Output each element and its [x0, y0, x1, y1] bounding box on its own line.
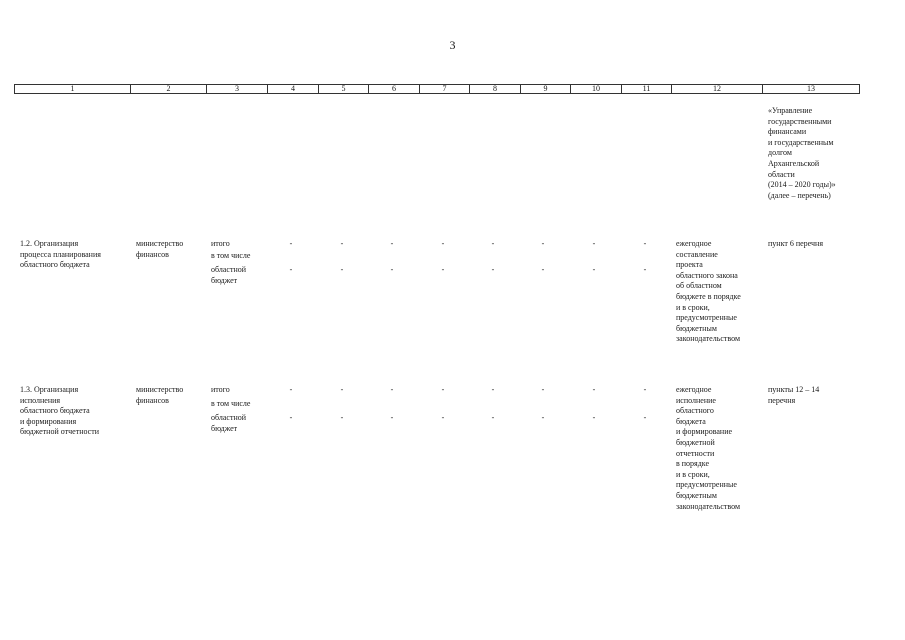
column-number: 12 — [671, 85, 762, 93]
activity-name: 1.3. Организация исполнения областного бюджета и формирования бюджетной отчетности — [20, 385, 100, 437]
executor: министерство финансов — [136, 385, 184, 405]
funding-including-label: в том числе — [211, 251, 251, 260]
activity-name: 1.2. Организация процесса планирования областного бюджета — [20, 239, 101, 270]
year-value-cell: - — [390, 265, 394, 274]
column-number: 6 — [368, 85, 419, 93]
target-indicator-link: пункты 12 – 14 перечня — [768, 385, 820, 405]
expected-result: ежегодное составление проекта областного закона об областном бюджете в порядке и в сроки, предусмотренные бюджетным законодательством — [676, 239, 741, 344]
funding-total-label: итого — [211, 385, 230, 394]
year-value-cell: - — [340, 265, 344, 274]
year-value-cell: - — [340, 239, 344, 248]
year-value-cell: - — [289, 265, 293, 274]
column-number: 11 — [621, 85, 671, 93]
column-number: 7 — [419, 85, 469, 93]
year-value-cell: - — [541, 239, 545, 248]
year-value-cell: - — [643, 385, 647, 394]
year-value-cell: - — [441, 413, 445, 422]
expected-result: ежегодное исполнение областного бюджета и формирование бюджетной отчетности в порядке и в сроки, предусмотренные бюджетным законодательством — [676, 385, 741, 511]
year-value-cell: - — [491, 265, 495, 274]
year-value-cell: - — [541, 413, 545, 422]
funding-budget-label: областной бюджет — [211, 413, 247, 433]
year-value-cell: - — [491, 413, 495, 422]
executor: министерство финансов — [136, 239, 184, 259]
year-value-cell: - — [289, 239, 293, 248]
year-value-cell: - — [592, 239, 596, 248]
column-number: 13 — [762, 85, 859, 93]
year-value-cell: - — [340, 385, 344, 394]
year-value-cell: - — [643, 265, 647, 274]
column-number: 3 — [206, 85, 267, 93]
year-value-cell: - — [541, 265, 545, 274]
year-value-cell: - — [441, 239, 445, 248]
column-number: 5 — [318, 85, 368, 93]
year-value-cell: - — [643, 239, 647, 248]
year-value-cell: - — [340, 413, 344, 422]
funding-budget-label: областной бюджет — [211, 265, 247, 285]
column-number: 1 — [70, 84, 75, 93]
target-indicator-link: пункт 6 перечня — [768, 239, 824, 248]
column-number: 9 — [520, 85, 570, 93]
column-number: 8 — [469, 85, 520, 93]
year-value-cell: - — [592, 385, 596, 394]
column-number-header — [14, 84, 860, 94]
year-value-cell: - — [491, 385, 495, 394]
funding-total-label: итого — [211, 239, 230, 248]
year-value-cell: - — [390, 239, 394, 248]
year-value-cell: - — [441, 385, 445, 394]
column-number: 4 — [267, 85, 318, 93]
year-value-cell: - — [491, 239, 495, 248]
year-value-cell: - — [643, 413, 647, 422]
year-value-cell: - — [592, 265, 596, 274]
year-value-cell: - — [541, 385, 545, 394]
column-number: 10 — [570, 85, 621, 93]
year-value-cell: - — [289, 385, 293, 394]
year-value-cell: - — [592, 413, 596, 422]
year-value-cell: - — [441, 265, 445, 274]
year-value-cell: - — [390, 385, 394, 394]
year-value-cell: - — [289, 413, 293, 422]
year-value-cell: - — [390, 413, 394, 422]
continued-note: «Управление государственными финансами и государственным долгом Архангельской области (2014 – 2020 годы)» (далее – перечень) — [768, 106, 836, 200]
column-number: 2 — [130, 85, 206, 93]
page-number: 3 — [449, 38, 456, 52]
funding-including-label: в том числе — [211, 399, 251, 408]
